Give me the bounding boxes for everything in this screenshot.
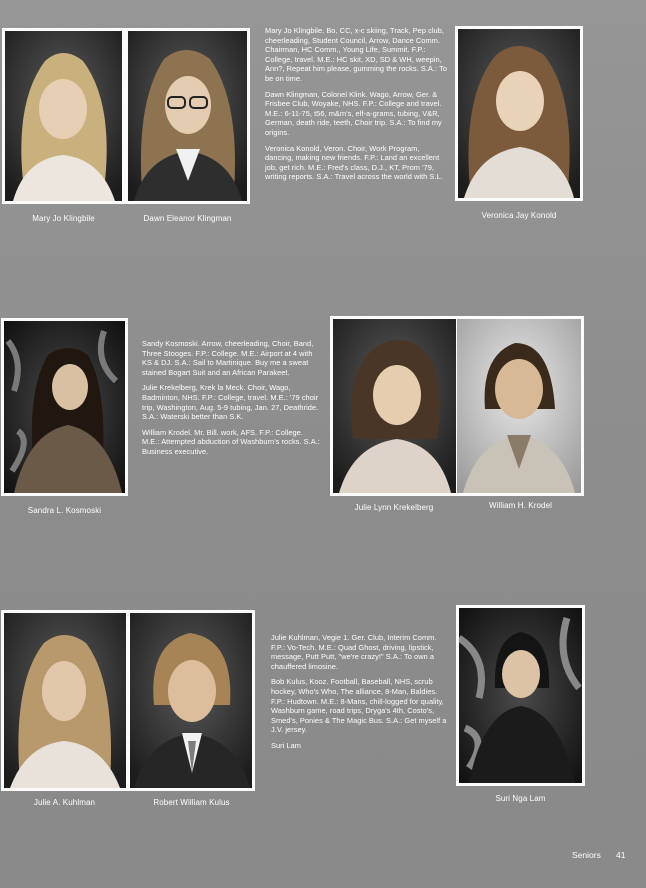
caption-konold: Veronica Jay Konold — [481, 211, 557, 220]
bio-block-top — [265, 26, 448, 188]
caption-kulus: Robert William Kulus — [153, 798, 230, 807]
caption-kosmoski: Sandra L. Kosmoski — [27, 506, 102, 515]
portrait-photo-konold — [458, 29, 580, 198]
section-label: Seniors — [572, 850, 601, 860]
caption-klingbile: Mary Jo Klingbile — [32, 214, 95, 223]
portrait-photo-klingman — [128, 31, 247, 201]
portrait-photo-kosmoski — [4, 321, 125, 493]
bio-konold: Veronica Konold, Veron. Choir, Work Program, dancing, making new friends. F.P.: Land an excellent job, get rich. M.E.: Fred's class, D.J., KT, Prom '79, writing reports. S.A.: Travel across the world with S.L. — [265, 143, 443, 182]
bio-block-bottom — [271, 633, 451, 757]
portrait-photo-lam — [459, 608, 582, 783]
bio-kulus: Bob Kulus, Kooz. Football, Baseball, NHS, scrub hockey, Who's Who, The alliance, 8-Man, Baldies. F.P.: Hudtown. M.E.: 8-Mans, chill-logged for quality, Washburn game, road trips, Dryga's 4th, Costo's, Smed's, Ponies & The Magic Bus. S.A.: Get myself a J.V. jersey. — [271, 677, 447, 735]
portrait-photo-krodel — [457, 319, 581, 493]
caption-krodel: William H. Krodel — [488, 501, 553, 510]
portrait-photo-krekelberg — [333, 319, 456, 493]
portrait-photo-kulus — [130, 613, 252, 788]
bio-lam: Suri Lam — [271, 740, 301, 750]
page-number: 41 — [616, 850, 626, 860]
caption-klingman: Dawn Eleanor Klingman — [143, 214, 232, 223]
bio-kuhlman: Julie Kuhlman, Vegie 1. Ger. Club, Interim Comm. F.P.: Vo-Tech. M.E.: Quad Ghost, driving, lipstick, message, Putt Putt, "we're crazy!" S.A.: To own a chauffered limosine. — [271, 633, 437, 671]
bio-klingman: Dawn Klingman, Colonel Klink. Wago, Arrow, Ger. & Frisbee Club, Woyake, NHS. F.P.: College and travel. M.E.: 6-11-75, t56, m&m's, elf-a-grams, tubing, V&R, German, death ride, teeth, Choir trip. S.A.: To find my origins. — [265, 89, 442, 137]
portrait-photo-kuhlman — [4, 613, 126, 788]
bio-kosmoski: Sandy Kosmoski. Arrow, cheerleading, Choir, Band, Three Stooges. F.P.: College. M.E.: Airport at 4 with KS & DJ. S.A.: Sail to Martinique. Buy me a sweat stained Bogart Suit and an African Parakeet. — [142, 339, 314, 377]
portrait-photo-klingbile — [5, 31, 122, 201]
caption-lam: Suri Nga Lam — [495, 794, 546, 803]
caption-kuhlman: Julie A. Kuhlman — [33, 798, 96, 807]
caption-krekelberg: Julie Lynn Krekelberg — [354, 503, 434, 512]
bio-krekelberg: Julie Krekelberg, Krek la Meck. Choir, Wago, Badminton, NHS. F.P.: College, travel. M.E.: '79 choir trip, Washington, Aug. 5-9 tubing, Jan. 27, Deathride. S.A.: Waterski better than S.K. — [142, 383, 319, 422]
bio-block-middle — [142, 339, 320, 463]
bio-klingbile: Mary Jo Klingbile, Bo, CC, x-c skiing, Track, Pep club, cheerleading, Student Council, Arrow, Dance Comm. Chairman, HC Comm., Young Life, Summit. F.P.: College, travel. M.E.: HC skit, XD, SD & WH, weepin, Ann?, Repeat him please, gumming the rocks. S.A.: To be on time. — [265, 26, 447, 83]
bio-krodel: William Krodel. Mr. Bill. work, AFS. F.P.: College. M.E.: Attempted abduction of Washburn's rocks. S.A.: Business executive. — [142, 427, 320, 456]
